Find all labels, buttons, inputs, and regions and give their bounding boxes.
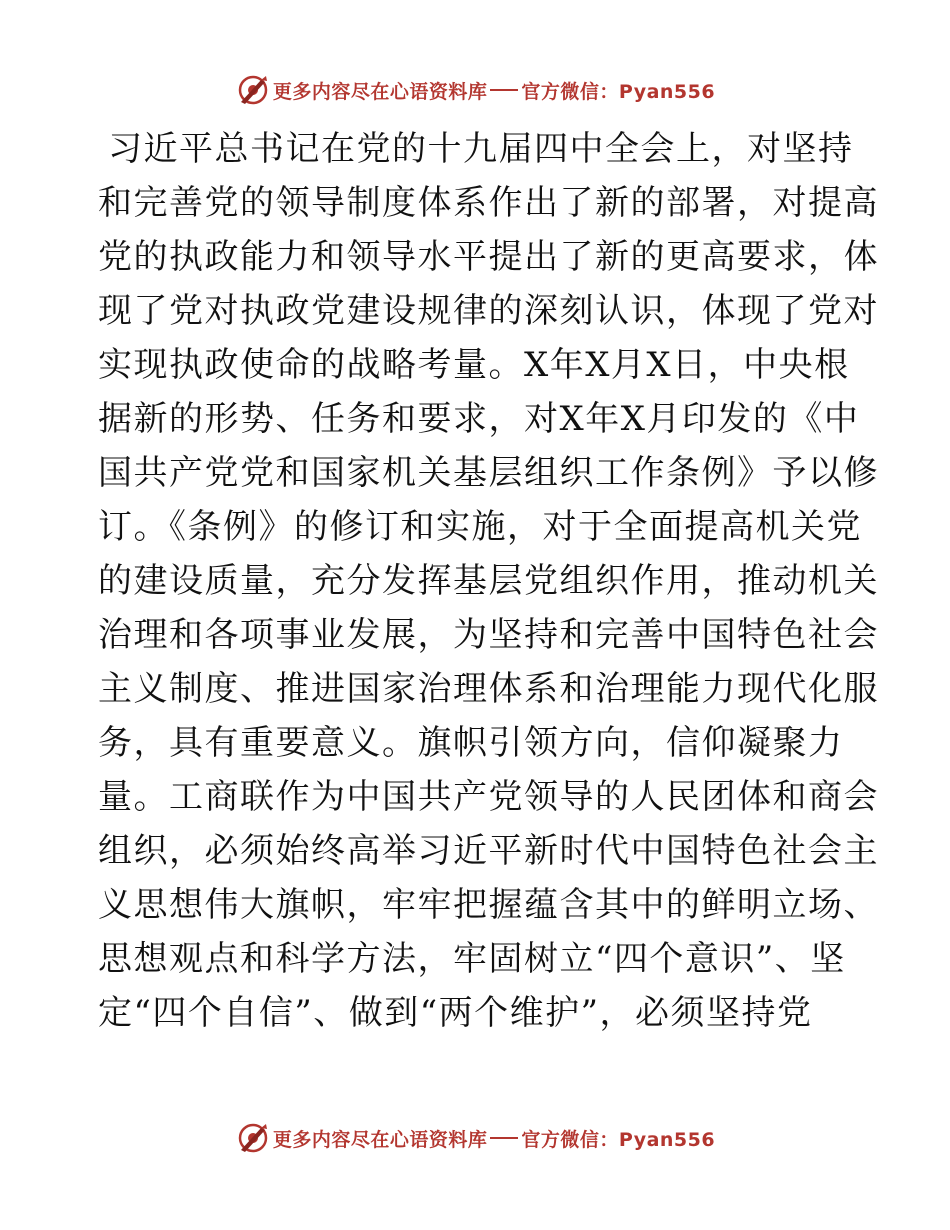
text-line: 主义制度、推进国家治理体系和治理能力现代化服 xyxy=(98,669,879,709)
text-line: 治理和各项事业发展，为坚持和完善中国特色社会 xyxy=(98,615,879,655)
footer-site-text: 更多内容尽在心语资料库 xyxy=(272,1128,488,1151)
text-line: 定“四个自信”、做到“两个维护”，必须坚持党 xyxy=(98,993,813,1033)
pen-circle-logo-icon xyxy=(235,72,271,108)
header-dash xyxy=(490,89,518,91)
text-line: 据新的形势、任务和要求，对X年X月印发的《中 xyxy=(98,399,860,439)
document-body xyxy=(98,122,879,1040)
text-line: 思想观点和科学方法，牢固树立“四个意识”、坚 xyxy=(98,939,846,979)
text-line: 现了党对执政党建设规律的深刻认识，体现了党对 xyxy=(98,291,879,331)
text-line: 订。《条例》的修订和实施，对于全面提高机关党 xyxy=(98,507,862,547)
footer-banner xyxy=(0,1118,950,1158)
text-line: 国共产党党和国家机关基层组织工作条例》予以修 xyxy=(98,453,879,493)
text-line: 的建设质量，充分发挥基层党组织作用，推动机关 xyxy=(98,561,879,601)
text-line: 习近平总书记在党的十九届四中全会上，对坚持 xyxy=(108,129,854,169)
header-wechat-text: 官方微信：Pyan556 xyxy=(521,80,716,103)
footer-dash xyxy=(490,1137,518,1139)
text-line: 务，具有重要意义。旗帜引领方向，信仰凝聚力 xyxy=(98,723,844,763)
pen-circle-logo-icon xyxy=(235,1120,271,1156)
text-line: 义思想伟大旗帜，牢牢把握蕴含其中的鲜明立场、 xyxy=(98,885,879,925)
text-line: 和完善党的领导制度体系作出了新的部署，对提高 xyxy=(98,183,879,223)
header-site-text: 更多内容尽在心语资料库 xyxy=(272,80,488,103)
text-line: 实现执政使命的战略考量。X年X月X日，中央根 xyxy=(98,345,850,385)
text-line: 量。工商联作为中国共产党领导的人民团体和商会 xyxy=(98,777,879,817)
footer-wechat-text: 官方微信：Pyan556 xyxy=(521,1128,716,1151)
text-line: 党的执政能力和领导水平提出了新的更高要求，体 xyxy=(98,237,879,277)
header-banner xyxy=(0,70,950,110)
text-line: 组织，必须始终高举习近平新时代中国特色社会主 xyxy=(98,831,879,871)
